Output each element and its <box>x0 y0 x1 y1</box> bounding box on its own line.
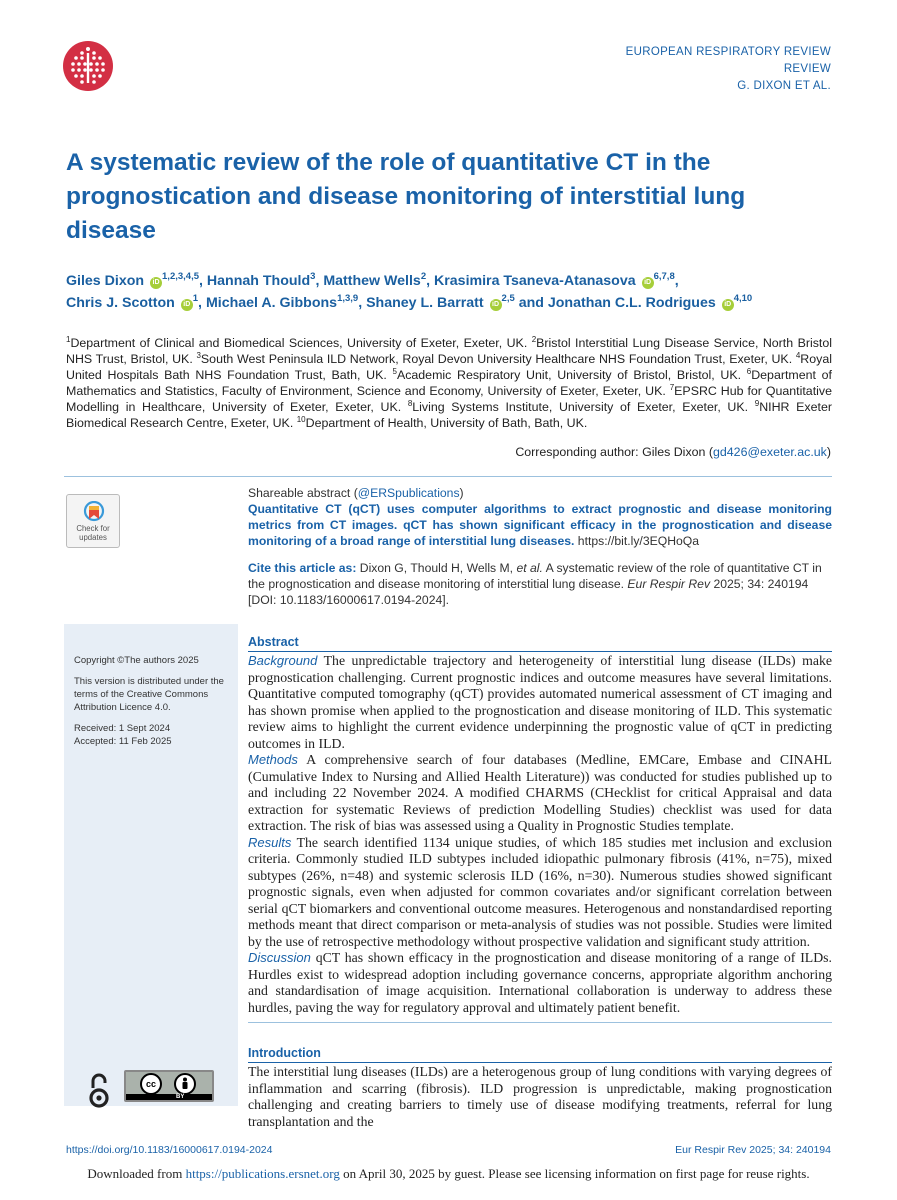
twitter-handle-link[interactable]: @ERSpublications <box>357 486 460 500</box>
corresponding-email-link[interactable]: gd426@exeter.ac.uk <box>713 445 827 459</box>
introduction <box>248 1045 832 1130</box>
footer-citation: Eur Respir Rev 2025; 34: 240194 <box>675 1144 831 1156</box>
accepted-date: Accepted: 11 Feb 2025 <box>74 736 172 747</box>
abstract-discussion: Discussion qCT has shown efficacy in the prognostication and disease monitoring of a range of ILDs. Hurdles exist to widespread adoption including governance concerns, appropriate algorithm anchoring and standardisation of image acquisition. International collaboration is underway to address these hurdles, paving the way for regulatory approval and ultimately patient benefit. <box>248 950 832 1015</box>
short-link[interactable]: https://bit.ly/3EQHoQa <box>577 534 700 548</box>
open-access-icon[interactable] <box>88 1072 110 1108</box>
shareable-text: Quantitative CT (qCT) uses computer algorithms to extract prognostic and disease monitoring metrics from CT images. qCT has shown significant efficacy in the prognostication and disease monitoring of a broad range of interstitial lung diseases. <box>248 502 832 548</box>
attribution-icon <box>174 1073 196 1095</box>
licence-statement: This version is distributed under the terms of the Creative Commons Attribution Licence 4.0. <box>74 676 224 713</box>
affiliations: $^1$Department of Clinical and Biomedical Sciences, University of Exeter, Exeter, UK. $^2$Bristol Interstitial Lung Disease Service, North Bristol NHS Trust, Bristol, UK. $^3$South West Peninsula ILD Network, Royal Devon University Healthcare NHS Foundation Trust, Exeter, UK. $^4$Royal United Hospitals Bath NHS Foundation Trust, Bath, UK. $^5$Academic Respiratory Unit, University of Bristol, Bristol, UK. $^6$Department of Mathematics and Statistics, Faculty of Environment, Science and Economy, University of Exeter, Exeter, UK. $^7$EPSRC Hub for Quantitative Modelling in Healthcare, University of Exeter, Exeter, UK. $^8$Living Systems Institute, University of Exeter, Exeter, UK. $^9$NIHR Exeter Biomedical Research Centre, Exeter, UK. $^{10}$Department of Health, University of Bath, Bath, UK. <box>66 335 832 430</box>
affiliation: Department of Health, University of Bath, Bath, UK. <box>305 416 588 430</box>
abstract-methods: Methods A comprehensive search of four databases (Medline, EMCare, Embase and CINAHL (Cumulative Index to Nursing and Allied Health Literature)) was conducted for studies published up to and including 22 November 2024. A modified CHARMS (CHecklist for critical Appraisal and data extraction for systematic Reviews of prediction Modelling Studies) checklist was used for data extraction. The risk of bias was assessed using a Quality in Prognostic Studies template. <box>248 752 832 833</box>
affiliation: South West Peninsula ILD Network, Royal Devon University Healthcare NHS Foundation Trust, Exeter, UK. <box>200 352 793 366</box>
cite-label: Cite this article as: <box>248 561 357 575</box>
affiliation: NIHR Exeter Biomedical Research Centre, Exeter, UK. <box>66 400 832 430</box>
doi-link[interactable]: https://doi.org/10.1183/16000617.0194-2024 <box>66 1144 273 1156</box>
orcid-icon[interactable]: iD <box>642 277 654 289</box>
abstract-results: Results The search identified 1134 unique studies, of which 185 studies met inclusion and exclusion criteria. Commonly studied ILD subtypes included idiopathic pulmonary fibrosis (41%, n=75), mixed subtypes (26%, n=48) and systemic sclerosis ILD (16%, n=30). Numerous studies showed significant prognostic signals, even when adjusted for common covariates and/or significant correlation between serial qCT biomarkers and conventional outcome measures. Heterogenous and nonstandardised reporting methods meant that direct comparison or meta-analysis of studies was not possible. Studies were limited by the use of retrospective methodology without prospective validation and significant study attrition. <box>248 834 833 949</box>
orcid-icon[interactable]: iD <box>150 277 162 289</box>
abstract <box>248 634 832 1016</box>
received-date: Received: 1 Sept 2024 <box>74 723 171 734</box>
citation-block: Cite this article as: Dixon G, Thould H, Wells M, et al. A systematic review of the role of quantitative CT in the prognostication and disease monitoring of interstitial lung disease. Eur Respir Rev 2025; 34: 240194 [DOI: 10.1183/16000617.0194-2024]. <box>248 561 822 607</box>
cc-icon: cc <box>140 1073 162 1095</box>
affiliation: Royal United Hospitals Bath NHS Foundation Trust, Bath, UK. <box>66 352 832 382</box>
author[interactable]: Chris J. Scotton $iD^1$ <box>66 293 199 311</box>
orcid-icon[interactable]: iD <box>490 299 502 311</box>
ers-logo-icon <box>62 40 114 92</box>
abstract-heading: Abstract <box>248 634 832 652</box>
orcid-icon[interactable]: iD <box>181 299 193 311</box>
shareable-abstract: Shareable abstract (@ERSpublications) Quantitative CT (qCT) uses computer algorithms to extract prognostic and disease monitoring metrics from CT images. qCT has shown significant efficacy in the prognostication and disease monitoring of a broad range of interstitial lung diseases. https://bit.ly/3EQHoQa <box>248 486 832 548</box>
author[interactable]: Giles Dixon iD$^{1,2,3,4,5}$ <box>66 271 199 289</box>
abstract-background: Background The unpredictable trajectory and heterogeneity of interstitial lung disease (ILDs) make prognostication challenging. Current prognostic indices and outcome measures have several limitations. Quantitative computed tomography (qCT) provides automated numerical assessment of CT imaging and has shown promise when applied to the prognostication and disease monitoring of ILD. This systematic review aims to highlight the current evidence underpinning the prognostic value of qCT in predicting outcomes in ILD. <box>248 653 833 751</box>
author[interactable]: Michael A. Gibbons$^{1,3,9}$ <box>205 293 359 311</box>
check-for-updates-icon <box>83 501 105 523</box>
corresponding-author: Corresponding author: Giles Dixon (gd426@exeter.ac.uk) <box>515 445 831 459</box>
author[interactable]: Krasimira Tsaneva-Atanasova iD$^{6,7,8}$ <box>434 271 675 289</box>
author[interactable]: Shaney L. Barratt iD$^{2,5}$ <box>366 293 515 311</box>
affiliation: Department of Clinical and Biomedical Sciences, University of Exeter, Exeter, UK. <box>70 336 528 350</box>
affiliation: Academic Respiratory Unit, University of Bristol, Bristol, UK. <box>396 368 742 382</box>
cc-by-licence-badge[interactable]: cc BY <box>124 1070 214 1102</box>
journal-name: EUROPEAN RESPIRATORY REVIEW <box>625 46 831 58</box>
running-authors: G. DIXON ET AL. <box>737 80 831 92</box>
author-list: Giles Dixon iD$^{1,2,3,4,5}$, Hannah Thould$^3$, Matthew Wells$^2$, Krasimira Tsaneva-Atanasova iD$^{6,7,8}$, Chris J. Scotton $iD^1$, Michael A. Gibbons$^{1,3,9}$, Shaney L. Barratt iD$^{2,5}$ and Jonathan C.L. Rodrigues iD$^{4,10}$ <box>66 271 753 311</box>
author[interactable]: Matthew Wells$^2$ <box>323 271 427 289</box>
article-info-sidebar <box>64 624 238 1106</box>
introduction-heading: Introduction <box>248 1045 832 1063</box>
affiliation: Living Systems Institute, University of Exeter, Exeter, UK. <box>412 400 749 414</box>
affiliation: Bristol Interstitial Lung Disease Service, North Bristol NHS Trust, Bristol, UK. <box>66 336 832 366</box>
ersnet-link[interactable]: https://publications.ersnet.org <box>185 1166 340 1181</box>
article-type: REVIEW <box>783 63 831 75</box>
download-notice: Downloaded from https://publications.ersnet.org on April 30, 2025 by guest. Please see licensing information on first page for reuse rights. <box>87 1166 810 1181</box>
author[interactable]: Hannah Thould$^3$ <box>206 271 316 289</box>
section-divider <box>64 476 832 477</box>
section-divider <box>248 1022 832 1023</box>
article-title: A systematic review of the role of quantitative CT in the prognostication and disease monitoring of interstitial lung disease <box>66 149 746 244</box>
copyright: Copyright ©The authors 2025 <box>74 655 199 666</box>
affiliation: Department of Mathematics and Statistics, Faculty of Environment, Science and Economy, University of Exeter, Exeter, UK. <box>66 368 832 398</box>
affiliation: EPSRC Hub for Quantitative Modelling in Healthcare, University of Exeter, Exeter, UK. <box>66 384 832 414</box>
orcid-icon[interactable]: iD <box>722 299 734 311</box>
introduction-text: The interstitial lung diseases (ILDs) are a heterogenous group of lung conditions with varying degrees of inflammation and scarring (fibrosis). ILD progression is unpredictable, making prognostication challenging and creating barriers to timely use of disease modifying treatments, referral for lung transplantation and the <box>248 1064 832 1129</box>
author[interactable]: Jonathan C.L. Rodrigues iD$^{4,10}$ <box>547 293 753 311</box>
check-for-updates-button[interactable]: Check for updates <box>66 494 120 548</box>
running-header <box>626 44 831 95</box>
